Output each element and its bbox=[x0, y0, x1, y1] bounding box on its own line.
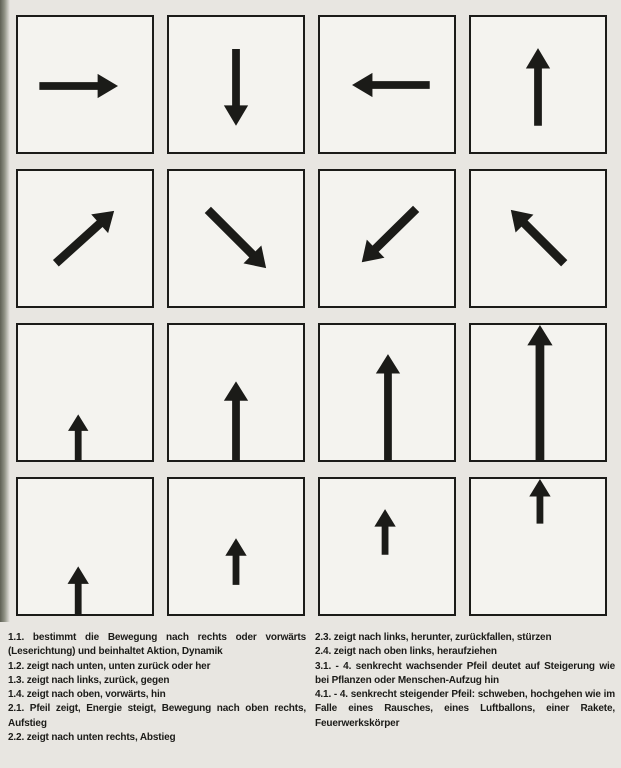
arrow-right-icon bbox=[18, 17, 152, 152]
caption-column-left bbox=[8, 631, 306, 745]
cell-2-1 bbox=[16, 169, 154, 308]
arrow-left-icon bbox=[320, 17, 454, 152]
caption-3-1-4: 3.1. - 4. senkrecht wachsender Pfeil deutet auf Steigerung wie bei Pflanzen oder Menschen-Aufzug hin bbox=[315, 660, 615, 686]
arrow-up-left-icon bbox=[471, 171, 605, 306]
cell-2-3 bbox=[318, 169, 456, 308]
caption-1-1: 1.1. bestimmt die Bewegung nach rechts oder vorwärts (Leserichtung) und beinhaltet Aktion, Dynamik bbox=[8, 632, 306, 658]
arrow-up-icon bbox=[18, 479, 152, 614]
arrow-up-icon bbox=[169, 479, 303, 614]
cell-3-1 bbox=[16, 323, 154, 462]
arrow-grid bbox=[16, 15, 607, 616]
arrow-up-icon bbox=[471, 479, 605, 614]
arrow-down-icon bbox=[169, 17, 303, 152]
arrow-up-icon bbox=[471, 325, 605, 460]
arrow-up-icon bbox=[169, 325, 303, 460]
caption-2-3: 2.3. zeigt nach links, herunter, zurückfallen, stürzen bbox=[315, 632, 552, 643]
caption-1-2: 1.2. zeigt nach unten, unten zurück oder her bbox=[8, 660, 211, 672]
cell-4-2 bbox=[167, 477, 305, 616]
cell-4-4 bbox=[469, 477, 607, 616]
cell-3-3 bbox=[318, 323, 456, 462]
cell-2-2 bbox=[167, 169, 305, 308]
cell-1-1 bbox=[16, 15, 154, 154]
caption-block bbox=[8, 631, 615, 745]
caption-1-4: 1.4. zeigt nach oben, vorwärts, hin bbox=[8, 689, 166, 701]
arrow-up-right-icon bbox=[18, 171, 152, 306]
cell-2-4 bbox=[469, 169, 607, 308]
cell-4-3 bbox=[318, 477, 456, 616]
caption-column-right bbox=[315, 631, 615, 745]
arrow-down-left-icon bbox=[320, 171, 454, 306]
arrow-up-icon bbox=[320, 479, 454, 614]
cell-3-2 bbox=[167, 323, 305, 462]
scan-edge-shadow bbox=[0, 0, 10, 622]
caption-2-2: 2.2. zeigt nach unten rechts, Abstieg bbox=[8, 732, 176, 744]
caption-2-1: 2.1. Pfeil zeigt, Energie steigt, Bewegung nach oben rechts, Aufstieg bbox=[8, 703, 306, 729]
cell-1-3 bbox=[318, 15, 456, 154]
cell-1-2 bbox=[167, 15, 305, 154]
cell-3-4 bbox=[469, 323, 607, 462]
caption-4-1-4: 4.1. - 4. senkrecht steigender Pfeil: schweben, hochgehen wie im Falle eines Rausches, eines Luftballons, einer Rakete, Feuerwerkskörper bbox=[315, 689, 615, 729]
arrow-up-icon bbox=[320, 325, 454, 460]
caption-1-3: 1.3. zeigt nach links, zurück, gegen bbox=[8, 674, 170, 686]
caption-2-4: 2.4. zeigt nach oben links, heraufziehen bbox=[315, 646, 497, 658]
arrow-down-right-icon bbox=[169, 171, 303, 306]
cell-1-4 bbox=[469, 15, 607, 154]
cell-4-1 bbox=[16, 477, 154, 616]
arrow-up-icon bbox=[18, 325, 152, 460]
arrow-up-icon bbox=[471, 17, 605, 152]
